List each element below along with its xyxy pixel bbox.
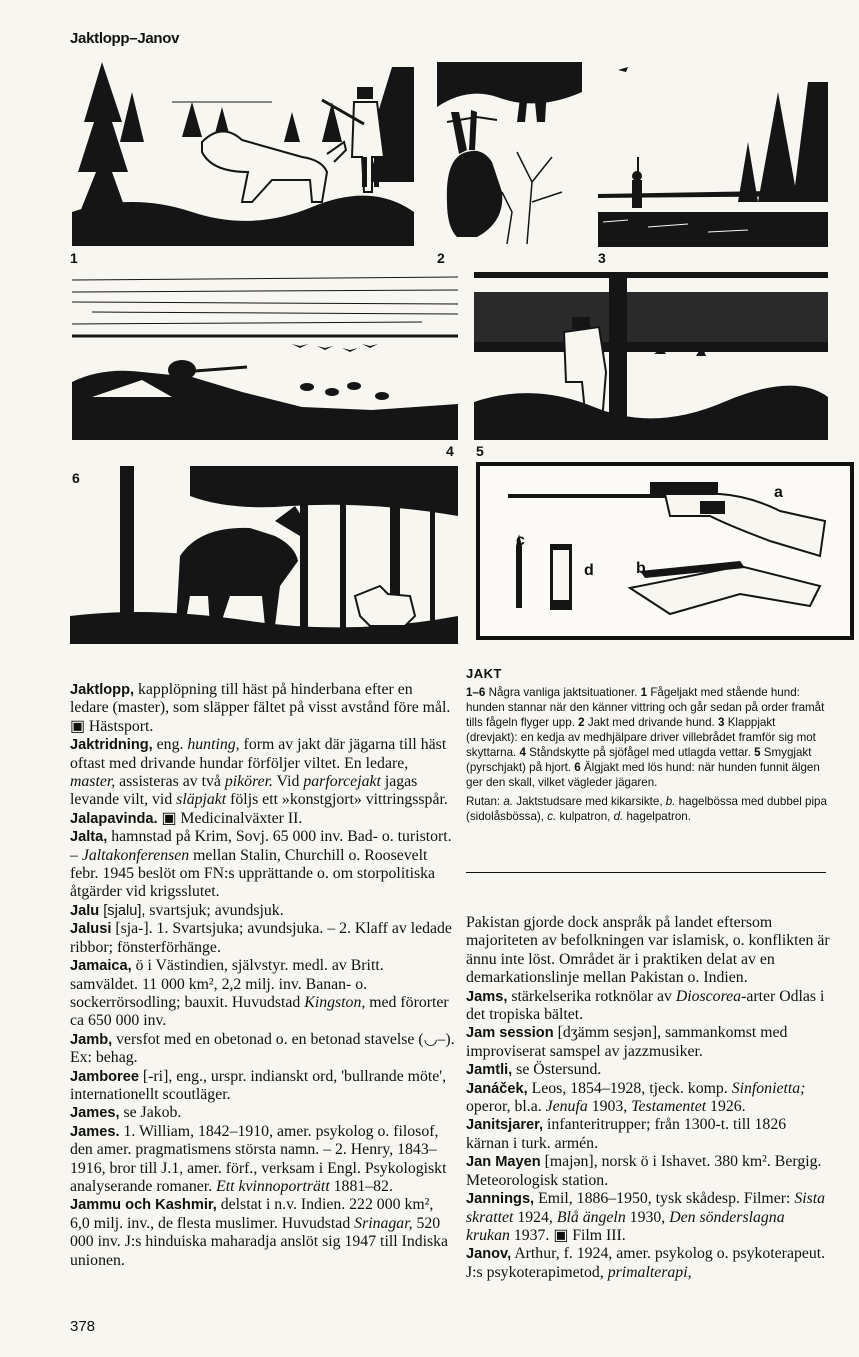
caption-segment: b. <box>665 795 676 808</box>
dictionary-entry <box>70 1196 455 1270</box>
caption-segment: 5 <box>754 746 761 759</box>
dictionary-entry <box>70 736 455 810</box>
caption-title: JAKT <box>466 666 502 681</box>
rutan-label-b: b <box>636 560 646 577</box>
entry-headword: Jam session <box>466 1025 554 1042</box>
entry-text: Den sönderslagna krukan <box>466 1208 785 1244</box>
entry-text: Pakistan gjorde dock anspråk på landet eftersom majoriteten av befolkningen var islamisk, o. konflikten är ännu inte löst. Området är i praktiken delat av en demarkationslinje mellan Pakistan o. Indien. <box>466 914 830 987</box>
dictionary-entry <box>70 1123 455 1197</box>
entry-headword: Jaktridning, <box>70 737 153 754</box>
dictionary-entry <box>466 1190 832 1245</box>
entry-headword: Jalapavinda. <box>70 810 158 827</box>
entry-text: versfot med en obetonad o. en betonad stavelse (◡–). Ex: behag. <box>70 1030 455 1067</box>
entry-text: 1903, <box>587 1098 632 1116</box>
caption-segment: Jaktstudsare med kikarsikte, <box>513 795 666 808</box>
figure-number-4: 4 <box>446 443 454 459</box>
caption-segment: Jakt med drivande hund. <box>584 716 719 729</box>
entry-text: assisteras av två <box>115 773 225 791</box>
entry-text: släpjakt <box>176 791 227 809</box>
entry-text: se Jakob. <box>119 1104 182 1122</box>
entry-text: Srinagar, <box>354 1214 413 1232</box>
entry-text: eng. <box>152 736 188 754</box>
caption-paragraph <box>466 685 828 790</box>
caption-segment: 4 <box>519 746 526 759</box>
page-number: 378 <box>70 1318 96 1335</box>
entry-headword: Jamaica, <box>70 958 132 975</box>
entry-text: form av jakt där jägarna till häst oftast med drivande hundar förföljer viltet. En ledare, <box>70 736 447 772</box>
dictionary-entry <box>70 828 455 902</box>
caption-segment: a. <box>503 795 514 808</box>
entry-text: pikörer. <box>224 773 273 791</box>
caption-segment: d. <box>613 810 624 823</box>
caption-segment: 1 <box>640 686 648 699</box>
entry-text: hamnstad på Krim, Sovj. 65 000 inv. Bad- o. turistort. – <box>70 828 452 864</box>
dictionary-entry <box>70 810 455 828</box>
dictionary-entry <box>70 1104 455 1122</box>
entry-headword: Janov, <box>466 1246 512 1263</box>
caption-segment: 6 <box>574 761 581 774</box>
entry-text: Sista skrattet <box>466 1190 826 1226</box>
illustration-4-duck-blind <box>72 272 458 440</box>
caption-paragraph <box>466 794 828 824</box>
entry-text: Jenufa <box>545 1098 588 1116</box>
entry-text: se Östersund. <box>512 1061 602 1079</box>
caption-divider <box>466 872 826 873</box>
entries-right-column <box>466 914 832 1282</box>
caption-segment: Älgjakt med lös hund: när hunden funnit älgen ger den skall, vilket vägleder jägaren. <box>466 761 820 789</box>
illustration-6-moose <box>70 466 458 644</box>
entry-headword: Janitsjarer, <box>466 1117 544 1134</box>
entry-headword: Jalusi <box>70 921 112 938</box>
entry-headword: James, <box>70 1105 120 1122</box>
entry-headword: Jan Mayen <box>466 1154 541 1171</box>
entry-text: Sinfonietta; <box>731 1079 806 1097</box>
dictionary-entry <box>466 1080 832 1117</box>
entry-headword: Jams, <box>466 988 508 1005</box>
entry-text: jagas levande vilt, vid <box>70 773 418 809</box>
entry-headword: Jalta, <box>70 829 108 846</box>
dictionary-entry <box>466 1024 832 1061</box>
dictionary-entry <box>70 920 455 957</box>
figure-number-5: 5 <box>476 443 484 459</box>
illustration-2-hare <box>437 62 582 244</box>
entry-text: [sjalu], <box>99 902 146 919</box>
entry-text: stärkelserika rotknölar av <box>507 987 676 1005</box>
entry-headword: Jaktlopp, <box>70 682 135 698</box>
entry-text: Arthur, f. 1924, amer. psykolog o. psykoterapeut. J:s psykoterapimetod, <box>466 1245 826 1281</box>
illustration-1-pointing-dog <box>72 62 414 246</box>
entry-headword: James. <box>70 1123 120 1140</box>
entry-text: Leos, 1854–1928, tjeck. komp. <box>527 1079 732 1097</box>
entry-text: master, <box>70 773 116 791</box>
dictionary-entry <box>466 1245 832 1282</box>
illustration-3-drive-hunt <box>598 62 828 247</box>
entry-text: 1881–82. <box>329 1177 393 1195</box>
entry-text: Blå ängeln <box>556 1208 626 1226</box>
running-head: Jaktlopp–Janov <box>70 30 180 47</box>
caption-segment: Klappjakt (drevjakt): en kedja av medhjälpare driver villebrådet framför sig mot skyttarna. <box>466 716 816 759</box>
entry-text: 1930, <box>625 1208 670 1226</box>
caption-segment: kulpatron, <box>556 810 614 823</box>
entry-text: ▣ Medicinalväxter II. <box>157 809 303 827</box>
entry-headword: Janáček, <box>466 1080 528 1097</box>
figure-caption <box>466 666 828 828</box>
caption-segment: 2 <box>578 716 585 729</box>
entry-text: med förorter ca 650 000 inv. <box>70 993 449 1030</box>
dictionary-entry <box>466 1061 832 1079</box>
caption-segment: hagelbössa med dubbel pipa (sidolåsbössa), <box>466 795 827 823</box>
entry-text: följs ett »konstgjort» vittringsspår. <box>226 791 448 809</box>
caption-segment: Fågeljakt med stående hund: hunden stannar när den känner vittring och går sedan på order framåt tills fågeln flyger upp. <box>466 686 825 729</box>
entry-text: hunting, <box>187 736 240 754</box>
dictionary-entry <box>70 1068 455 1105</box>
dictionary-entry <box>70 957 455 1031</box>
caption-segment: Rutan: <box>466 795 504 808</box>
entry-text: 1937. ▣ Film III. <box>509 1226 626 1244</box>
dictionary-entry <box>70 681 455 736</box>
entry-headword: Jamtli, <box>466 1062 513 1079</box>
caption-segment: 1–6 <box>466 686 486 699</box>
entry-text: [dʒämm sesjən], sammankomst med improviserat samspel av jazzmusiker. <box>466 1024 788 1060</box>
entry-text: [-ri], eng., urspr. indianskt ord, 'bullrande möte', internationellt scoutläger. <box>70 1067 447 1103</box>
dictionary-entry <box>70 902 455 920</box>
caption-segment: c. <box>547 810 557 823</box>
entry-text: ö i Västindien, självstyr. medl. av Britt. samväldet. 11 000 km², 2,2 milj. inv. Banan- o. sockerrörsodling; bauxit. Huvudstad <box>70 957 384 1011</box>
entries-left-column <box>70 681 455 1270</box>
entry-text: operor, bl.a. <box>466 1098 546 1116</box>
entry-text: Vid <box>273 773 304 791</box>
caption-text <box>466 685 828 824</box>
entry-text: 520 000 inv. J:s hinduiska maharadja anslöt sig 1947 till Indiska unionen. <box>70 1214 449 1269</box>
entry-text: mellan Stalin, Churchill o. Roosevelt febr. 1945 beslöt om FN:s upprättande o. om storpolitiska åtgärder vid krigsslutet. <box>70 846 436 901</box>
entry-text: Testamentet <box>631 1098 707 1116</box>
dictionary-entry <box>70 1031 455 1068</box>
caption-segment: 3 <box>718 716 725 729</box>
dictionary-entry <box>466 914 832 988</box>
caption-segment: hagelpatron. <box>623 810 691 823</box>
entry-text: [sja-]. 1. Svartsjuka; avundsjuka. – 2. Klaff av ledade ribbor; fönsterförhänge. <box>70 920 452 956</box>
dictionary-entry <box>466 1153 832 1190</box>
entry-headword: Jamboree <box>70 1068 139 1085</box>
entry-text: Jaltakonferensen <box>81 846 190 864</box>
entry-text: Dioscorea <box>675 987 742 1005</box>
dictionary-entry <box>466 1116 832 1153</box>
entry-text: kapplöpning till häst på hinderbana efter en ledare (master), som släpper fältet på visst avstånd före mål. ▣ Hästsport. <box>70 681 451 735</box>
rutan-weapons-box <box>476 462 854 640</box>
figure-number-6: 6 <box>72 470 80 486</box>
entry-text: svartsjuk; avundsjuk. <box>145 901 284 919</box>
entry-text: Kingston, <box>304 993 366 1011</box>
caption-segment: Några vanliga jaktsituationer. <box>485 686 641 699</box>
entry-headword: Jammu och Kashmir, <box>70 1197 217 1214</box>
entry-headword: Jamb, <box>70 1031 113 1048</box>
entry-text: infanteritrupper; från 1300-t. till 1826 kärnan i turk. armén. <box>466 1116 787 1152</box>
caption-segment: Ståndskytte på sjöfågel med utlagda vettar. <box>525 746 755 759</box>
entry-headword: Jalu <box>70 902 100 919</box>
figure-number-3: 3 <box>598 250 606 266</box>
entry-text: delstat i n.v. Indien. 222 000 km², 6,0 milj. inv., de flesta muslimer. Huvudstad <box>70 1196 434 1232</box>
entry-text: Ett kvinnoporträtt <box>216 1177 330 1195</box>
entry-text: Emil, 1886–1950, tysk skådesp. Filmer: <box>534 1190 795 1208</box>
rutan-label-a: a <box>774 484 783 501</box>
rutan-label-c: c <box>516 532 525 549</box>
entry-text: 1924, <box>513 1208 557 1226</box>
figure-number-2: 2 <box>437 250 445 266</box>
entry-text: primalterapi, <box>607 1263 692 1281</box>
figure-number-1: 1 <box>70 250 78 266</box>
entry-text: -arter Odlas i det tropiska bältet. <box>466 987 825 1024</box>
caption-segment: Smygjakt (pyrschjakt) på hjort. <box>466 746 812 774</box>
rutan-label-d: d <box>584 562 594 579</box>
entry-text: [majən], norsk ö i Ishavet. 380 km². Bergig. Meteorologisk station. <box>466 1153 822 1189</box>
entry-headword: Jannings, <box>466 1191 535 1208</box>
dictionary-entry <box>466 988 832 1025</box>
entry-text: 1. William, 1842–1910, amer. psykolog o. filosof, den amer. pragmatismens största namn. – 2. Henry, 1843–1916, bror till J.1, amer. förf., verksam i Engl. Psykologiskt analyserande romaner. <box>70 1122 447 1195</box>
entry-text: 1926. <box>706 1098 746 1116</box>
illustration-5-stalking <box>474 272 828 440</box>
entry-text: parforcejakt <box>303 773 381 791</box>
